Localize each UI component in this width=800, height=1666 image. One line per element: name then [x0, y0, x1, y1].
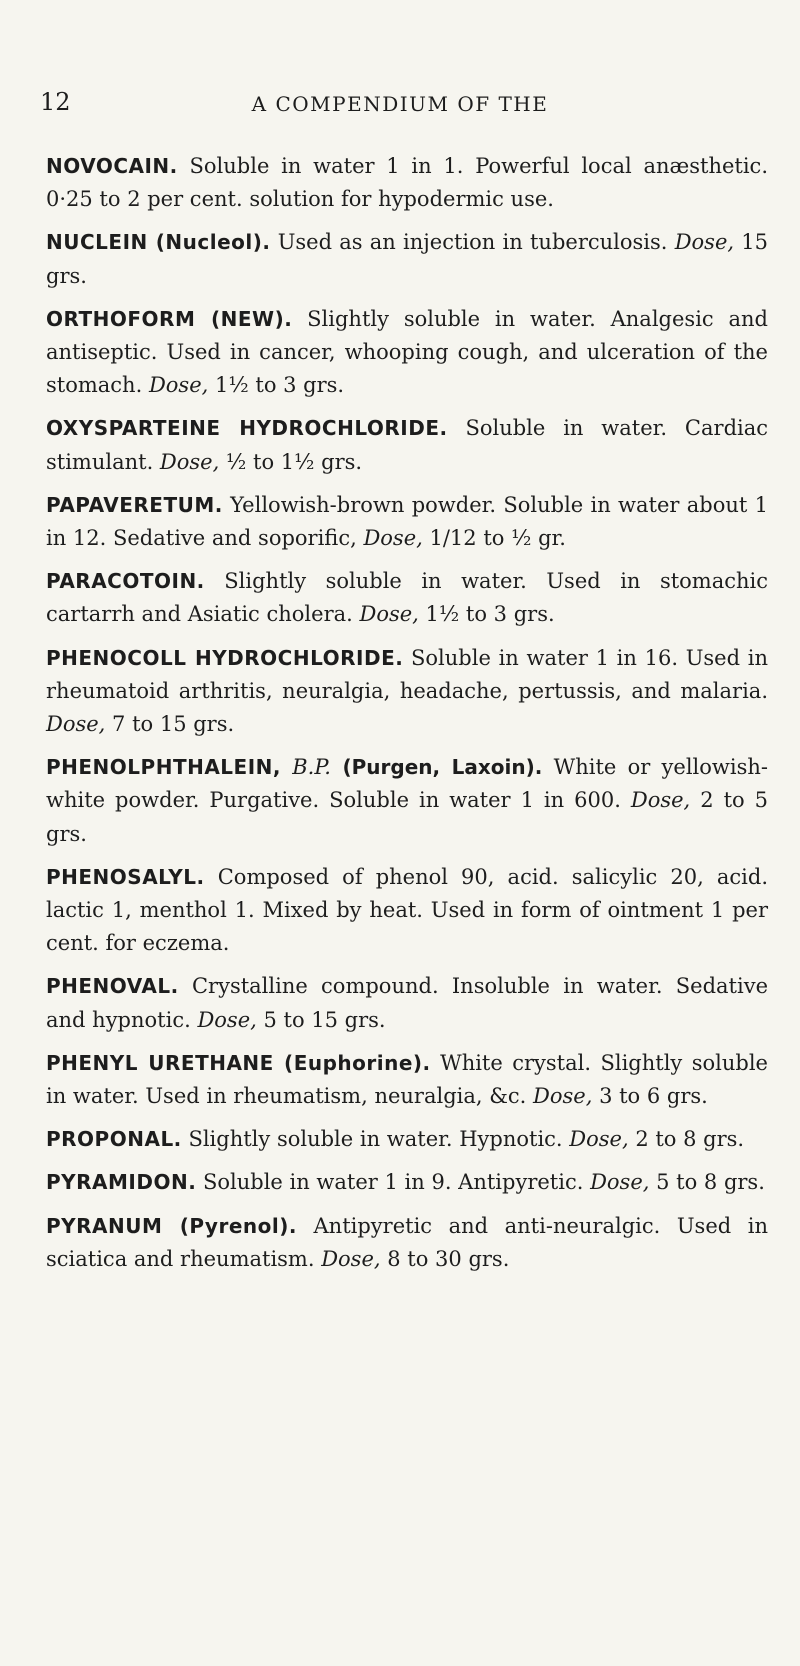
entry-text: Slightly soluble in water. Analgesic and antiseptic. Used in cancer, whooping cough, and ulceration of the stomach.: [46, 306, 769, 398]
entry-headword: PROPONAL.: [46, 1127, 182, 1152]
entry-phenoval: [46, 970, 768, 1036]
entry-papaveretum: [46, 489, 768, 555]
dose-value: 5 to 8 grs.: [649, 1170, 765, 1195]
entry-list: [46, 150, 768, 1286]
entry-phenosalyl: [46, 861, 768, 961]
entry-synonyms: (Purgen, Laxoin).: [330, 755, 543, 780]
entry-text: Slightly soluble in water. Hypnotic.: [181, 1127, 570, 1152]
entry-headword: PAPAVERETUM.: [46, 492, 223, 517]
entry-phenyl-urethane: [46, 1047, 768, 1113]
dose-value: 5 to 15 grs.: [256, 1007, 386, 1032]
entry-headword: PHENOLPHTHALEIN,: [46, 755, 281, 780]
dose-label: Dose,: [321, 1246, 381, 1271]
entry-text: White crystal. Slightly soluble in water. Used in rheumatism, neuralgia, &c.: [46, 1050, 768, 1109]
entry-text: Slightly soluble in water. Used in stomachic cartarrh and Asiatic cholera.: [46, 569, 768, 627]
dose-value: 3 to 6 grs.: [592, 1084, 708, 1109]
dose-value: 1½ to 3 grs.: [208, 373, 345, 398]
dose-label: Dose,: [359, 602, 419, 627]
dose-value: ½ to 1½ grs.: [219, 449, 363, 474]
dose-label: Dose,: [674, 230, 735, 255]
entry-text: Soluble in water 1 in 1. Powerful local anæsthetic. 0·25 to 2 per cent. solution for hypodermic use.: [46, 154, 768, 212]
entry-proponal: [46, 1123, 768, 1156]
dose-label: Dose,: [159, 449, 220, 474]
entry-headword: PYRANUM (Pyrenol).: [46, 1213, 297, 1238]
entry-orthoform: [46, 303, 768, 403]
entry-novocain: [46, 150, 768, 216]
dose-value: 1/12 to ½ gr.: [422, 526, 566, 551]
running-title: A COMPENDIUM OF THE: [251, 92, 549, 116]
dose-label: Dose,: [590, 1170, 650, 1195]
dose-value: 2 to 8 grs.: [628, 1127, 745, 1152]
entry-phenolphthalein: [46, 751, 768, 851]
dose-label: Dose,: [46, 712, 106, 737]
entry-text: Soluble in water 1 in 16. Used in rheumatoid arthritis, neuralgia, headache, pertussis, and malaria.: [46, 645, 768, 703]
dose-label: Dose,: [148, 373, 209, 398]
entry-text: Composed of phenol 90, acid. salicylic 20, acid. lactic 1, menthol 1. Mixed by heat. Used in form of ointment 1 per cent. for eczema.: [46, 864, 768, 956]
entry-pyranum: [46, 1210, 768, 1276]
entry-paracotoin: [46, 565, 768, 631]
pharmacopoeia-mark: B.P.: [280, 755, 331, 780]
dose-label: Dose,: [197, 1007, 257, 1032]
dose-value: 15 grs.: [46, 230, 769, 288]
entry-text: Yellowish-brown powder. Soluble in water about 1 in 12. Sedative and soporific,: [46, 492, 768, 551]
entry-phenocoll: [46, 642, 768, 742]
dose-value: 8 to 30 grs.: [380, 1246, 510, 1271]
entry-text: Crystalline compound. Insoluble in water. Sedative and hypnotic.: [46, 974, 768, 1032]
entry-pyramidon: [46, 1166, 768, 1199]
entry-headword: NOVOCAIN.: [46, 154, 178, 178]
entry-text: White or yellowish-white powder. Purgative. Soluble in water 1 in 600.: [46, 755, 769, 813]
entry-headword: PHENYL URETHANE (Euphorine).: [46, 1050, 431, 1075]
entry-headword: OXYSPARTEINE HYDROCHLORIDE.: [46, 416, 448, 441]
dose-label: Dose,: [363, 526, 423, 551]
entry-text: Used as an injection in tuberculosis.: [270, 230, 675, 255]
entry-text: Antipyretic and anti-neuralgic. Used in sciatica and rheumatism.: [46, 1213, 768, 1271]
entry-oxysparteine: [46, 412, 768, 478]
entry-headword: PYRAMIDON.: [46, 1170, 197, 1195]
entry-headword: ORTHOFORM (NEW).: [46, 306, 293, 331]
dose-value: 1½ to 3 grs.: [418, 602, 555, 627]
entry-text: Soluble in water 1 in 9. Antipyretic.: [196, 1170, 591, 1195]
dose-label: Dose,: [630, 788, 691, 813]
entry-headword: PHENOCOLL HYDROCHLORIDE.: [46, 645, 404, 670]
dose-label: Dose,: [569, 1127, 629, 1152]
dose-value: 2 to 5 grs.: [46, 788, 768, 846]
entry-headword: NUCLEIN (Nucleol).: [46, 230, 271, 255]
entry-text: Soluble in water. Cardiac stimulant.: [46, 416, 769, 474]
entry-nuclein: [46, 226, 768, 292]
dose-value: 7 to 15 grs.: [105, 712, 235, 737]
entry-headword: PHENOSALYL.: [46, 864, 205, 889]
page-header: [40, 88, 760, 124]
entry-headword: PHENOVAL.: [46, 974, 179, 999]
page-number: 12: [40, 88, 71, 116]
entry-headword: PARACOTOIN.: [46, 569, 205, 594]
dose-label: Dose,: [533, 1084, 593, 1109]
